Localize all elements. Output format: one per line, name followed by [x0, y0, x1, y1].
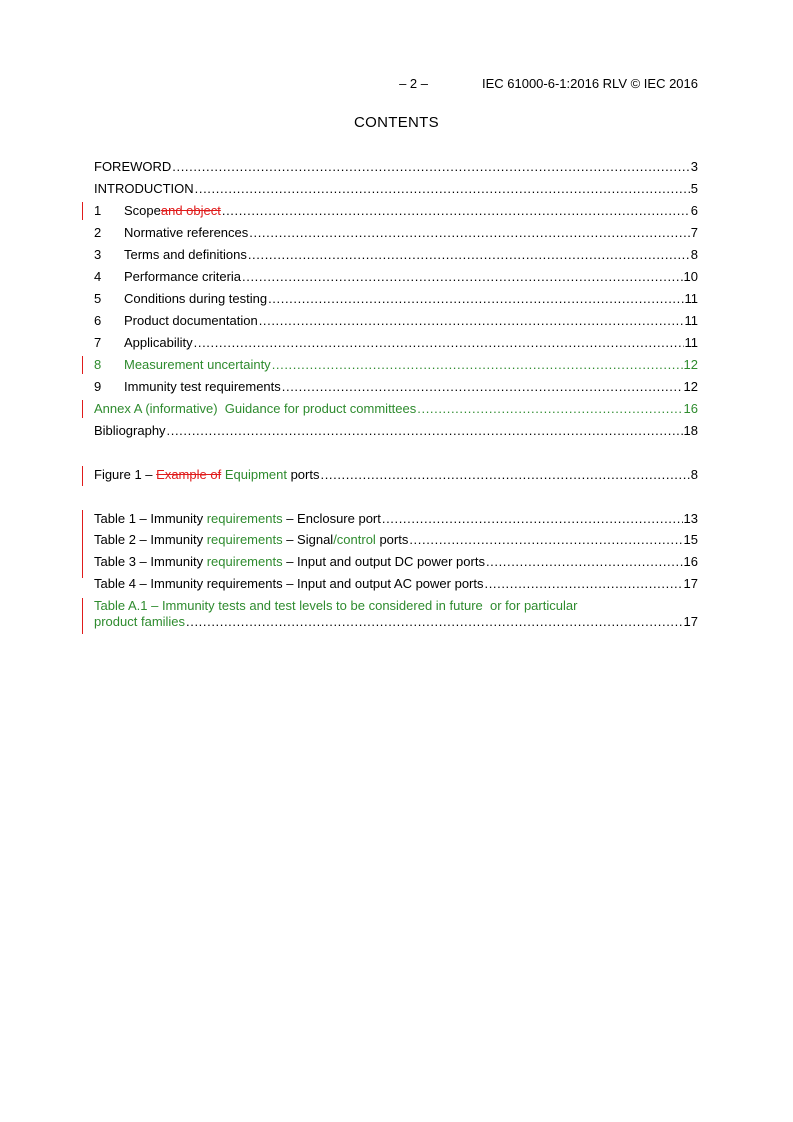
- toc-section-number: 4: [94, 269, 102, 284]
- toc-section-number: 2: [94, 225, 102, 240]
- page-title: CONTENTS: [354, 114, 439, 131]
- change-bar-table-a1: [82, 598, 83, 634]
- toc-section-number: 8: [94, 357, 102, 372]
- toc-entry-text: – Enclosure port: [282, 511, 381, 526]
- toc-entry-text: Performance criteria: [124, 269, 242, 284]
- toc-entry-figure-1[interactable]: [94, 467, 698, 483]
- toc-entry-table-3[interactable]: [94, 554, 698, 570]
- toc-page-number: 17: [683, 576, 698, 591]
- toc-entry-applicability[interactable]: [94, 335, 698, 351]
- toc-section-number: 1: [94, 203, 102, 218]
- toc-entry-text: Applicability: [124, 335, 193, 350]
- toc-page-number: 16: [683, 401, 698, 416]
- toc-page-number: 12: [683, 357, 698, 372]
- inserted-text: Equipment: [221, 467, 287, 482]
- toc-entry-table-4[interactable]: [94, 576, 698, 592]
- inserted-text: requirements: [206, 532, 283, 547]
- toc-entry-text: Scope: [124, 203, 161, 218]
- page-number: – 2 –: [399, 76, 428, 91]
- toc-entry-foreword[interactable]: [94, 159, 698, 175]
- toc-entry-terms[interactable]: [94, 247, 698, 263]
- document-id: IEC 61000-6-1:2016 RLV © IEC 2016: [481, 76, 698, 91]
- toc-section-number: 6: [94, 313, 102, 328]
- toc-entry-table-1[interactable]: [94, 511, 698, 527]
- deleted-text: and object: [160, 203, 221, 218]
- toc-entry-text: Table A.1 – Immunity tests and test levels to be considered in future or for particular: [94, 598, 578, 613]
- toc-entry-text: INTRODUCTION: [94, 181, 194, 196]
- toc-section-number: 9: [94, 379, 102, 394]
- toc-entry-table-a1[interactable]: [94, 614, 698, 630]
- toc-entry-introduction[interactable]: [94, 181, 698, 197]
- toc-page-number: 10: [683, 269, 698, 284]
- change-bar-figure: [82, 466, 83, 486]
- toc-entry-text: Table 1 – Immunity: [94, 511, 207, 526]
- toc-entry-table-2[interactable]: [94, 532, 698, 548]
- toc-entry-text: Table 3 – Immunity: [94, 554, 207, 569]
- toc-page-number: 16: [683, 554, 698, 569]
- toc-entry-text: product families: [94, 614, 186, 629]
- toc-entry-text: FOREWORD: [94, 159, 172, 174]
- change-bar-measurement: [82, 356, 83, 374]
- toc-entry-text: – Input and output DC power ports: [282, 554, 485, 569]
- toc-section-number: 3: [94, 247, 102, 262]
- toc-entry-text: Annex A (informative) Guidance for product committees: [94, 401, 417, 416]
- toc-entry-text: ports: [286, 467, 320, 482]
- toc-entry-table-a1-line1[interactable]: [94, 598, 698, 614]
- toc-page-number: 7: [690, 225, 698, 240]
- toc-entry-scope[interactable]: [94, 203, 698, 219]
- toc-page-number: 5: [690, 181, 698, 196]
- toc-entry-text: Terms and definitions: [124, 247, 247, 262]
- toc-page-number: 11: [684, 291, 698, 306]
- toc-entry-annex-a[interactable]: [94, 401, 698, 417]
- toc-section-number: 5: [94, 291, 102, 306]
- toc-entry-conditions[interactable]: [94, 291, 698, 307]
- change-bar-annex: [82, 400, 83, 418]
- toc-page-number: 15: [683, 532, 698, 547]
- toc-section-number: 7: [94, 335, 102, 350]
- toc-entry-bibliography[interactable]: [94, 423, 698, 439]
- toc-page-number: 12: [683, 379, 698, 394]
- change-bar-tables: [82, 510, 83, 578]
- inserted-text: requirements: [206, 554, 283, 569]
- toc-page-number: 18: [683, 423, 698, 438]
- toc-entry-normative-references[interactable]: [94, 225, 698, 241]
- toc-page-number: 8: [690, 467, 698, 482]
- toc-entry-text: Conditions during testing: [124, 291, 268, 306]
- toc-entry-text: Figure 1 –: [94, 467, 157, 482]
- toc-entry-performance-criteria[interactable]: [94, 269, 698, 285]
- toc-entry-text: Table 2 – Immunity: [94, 532, 207, 547]
- toc-page-number: 6: [690, 203, 698, 218]
- inserted-text: requirements: [206, 511, 283, 526]
- toc-entry-text: Measurement uncertainty: [124, 357, 271, 372]
- toc-page-number: 11: [684, 335, 698, 350]
- toc-entry-text: Immunity test requirements: [124, 379, 281, 394]
- toc-entry-text: ports: [375, 532, 409, 547]
- inserted-text: /control: [333, 532, 376, 547]
- toc-entry-text: – Signal: [282, 532, 334, 547]
- toc-page-number: 13: [683, 511, 698, 526]
- change-bar-scope: [82, 202, 83, 220]
- toc-entry-measurement-uncertainty[interactable]: [94, 357, 698, 373]
- toc-entry-text: Bibliography: [94, 423, 166, 438]
- toc-page-number: 11: [684, 313, 698, 328]
- toc-page-number: 8: [690, 247, 698, 262]
- toc-entry-text: Table 4 – Immunity requirements – Input and output AC power ports: [94, 576, 484, 591]
- toc-page-number: 3: [690, 159, 698, 174]
- deleted-text: Example of: [156, 467, 222, 482]
- toc-entry-immunity-test-requirements[interactable]: [94, 379, 698, 395]
- page-header: [399, 76, 698, 91]
- toc-page-number: 17: [683, 614, 698, 629]
- toc-entry-text: Product documentation: [124, 313, 258, 328]
- toc-entry-text: Normative references: [124, 225, 249, 240]
- toc-entry-product-documentation[interactable]: [94, 313, 698, 329]
